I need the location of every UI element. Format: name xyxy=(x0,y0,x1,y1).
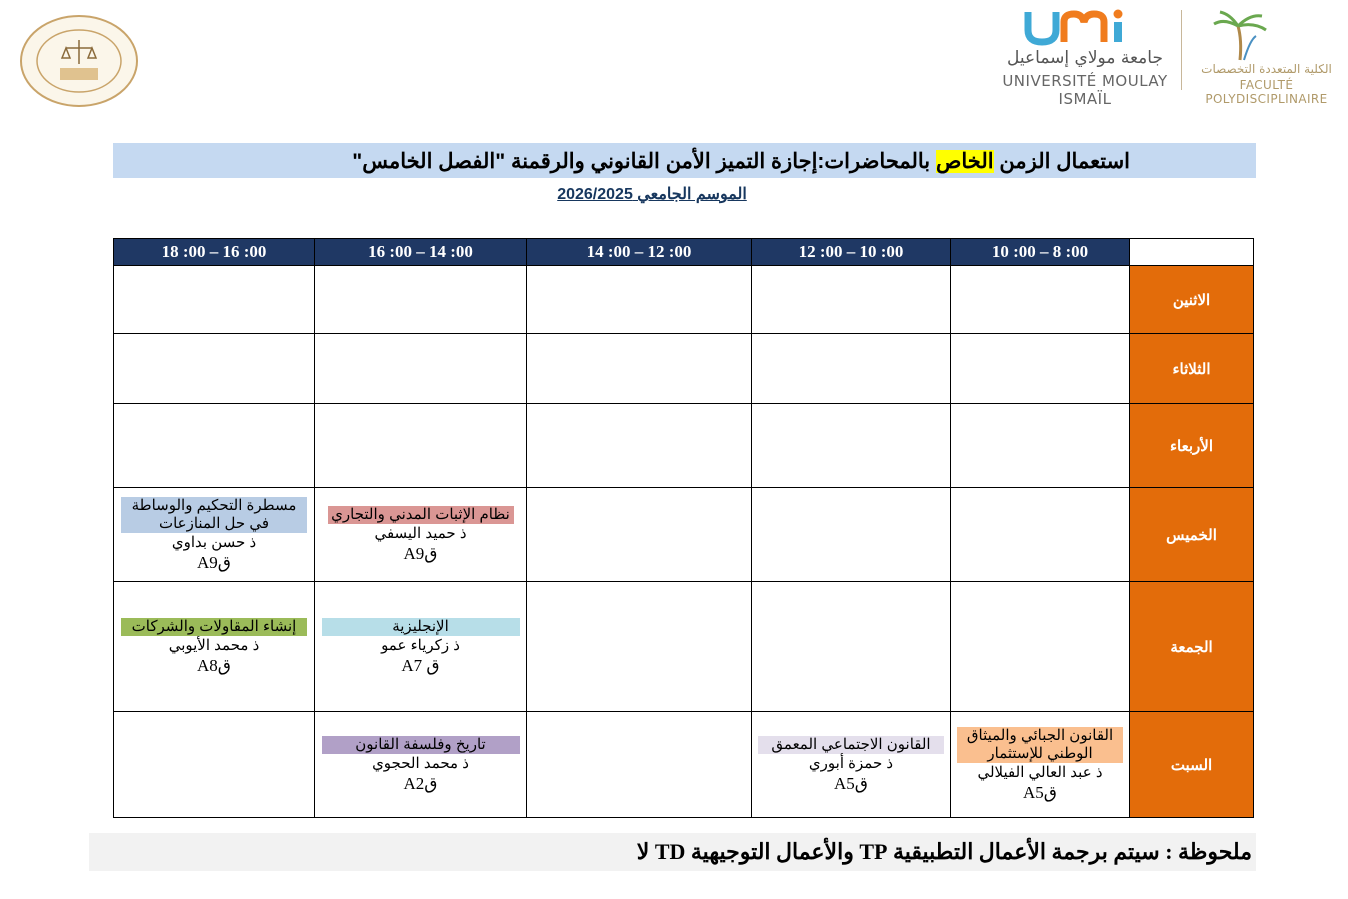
course-room: قA5 xyxy=(1023,782,1057,802)
program-seal-logo xyxy=(18,14,140,108)
cell-mon-14-16 xyxy=(315,266,527,334)
cell-mon-10-12 xyxy=(752,266,951,334)
cell-fri-10-12 xyxy=(752,582,951,712)
course-professor: ذ حمزة أبوري xyxy=(808,754,894,772)
cell-fri-16-18 xyxy=(114,582,315,712)
day-monday: الاثنين xyxy=(1130,266,1254,334)
cell-wed-12-14 xyxy=(527,404,752,488)
slot-header-16-18: 18 :00 – 16 :00 xyxy=(114,239,315,266)
cell-wed-08-10 xyxy=(951,404,1130,488)
course-title: نظام الإثبات المدني والتجاري xyxy=(328,506,514,524)
course-title: الإنجليزية xyxy=(322,618,520,636)
slot-header-08-10: 10 :00 – 8 :00 xyxy=(951,239,1130,266)
course-title: القانون الجبائي والميثاق الوطني للإستثمار xyxy=(957,727,1123,763)
title-band xyxy=(113,143,1256,178)
cell-fri-08-10 xyxy=(951,582,1130,712)
course-professor: ذ زكرياء عمو xyxy=(381,636,460,654)
day-friday: الجمعة xyxy=(1130,582,1254,712)
cell-thu-12-14 xyxy=(527,488,752,582)
cell-thu-10-12 xyxy=(752,488,951,582)
university-name-fr: UNIVERSITÉ MOULAY ISMAÏL xyxy=(1002,72,1168,108)
course-professor: ذ حميد اليسفي xyxy=(374,524,467,542)
course-room: قA5 xyxy=(834,773,868,793)
cell-sat-10-12 xyxy=(752,712,951,818)
course-professor: ذ عبد العالي الفيلالي xyxy=(977,763,1103,781)
cell-sat-14-16 xyxy=(315,712,527,818)
title-part-2: بالمحاضرات:إجازة التميز الأمن القانوني والرقمنة "الفصل الخامس" xyxy=(352,150,936,173)
cell-mon-16-18 xyxy=(114,266,315,334)
cell-tue-08-10 xyxy=(951,334,1130,404)
cell-sat-16-18 xyxy=(114,712,315,818)
day-saturday: السبت xyxy=(1130,712,1254,818)
page-title xyxy=(352,149,1130,174)
course-title: إنشاء المقاولات والشركات xyxy=(121,618,307,636)
title-part-1: استعمال الزمن xyxy=(993,150,1130,173)
course-professor: ذ حسن بداوي xyxy=(171,533,257,551)
course-room: قA9 xyxy=(403,543,438,563)
cell-tue-10-12 xyxy=(752,334,951,404)
faculty-logo xyxy=(1194,8,1344,106)
timetable xyxy=(113,238,1254,818)
faculty-name-fr: FACULTÉ POLYDISCIPLINAIRE xyxy=(1205,78,1328,106)
cell-mon-12-14 xyxy=(527,266,752,334)
university-name-ar: جامعة مولاي إسماعيل xyxy=(1007,48,1163,68)
slot-header-12-14: 14 :00 – 12 :00 xyxy=(527,239,752,266)
cell-wed-14-16 xyxy=(315,404,527,488)
title-highlight: الخاص xyxy=(936,150,994,173)
corner-cell xyxy=(1130,239,1254,266)
course-professor: ذ محمد الحجوي xyxy=(372,754,469,772)
day-tuesday: الثلاثاء xyxy=(1130,334,1254,404)
slot-header-10-12: 12 :00 – 10 :00 xyxy=(752,239,951,266)
course-title: القانون الاجتماعي المعمق xyxy=(758,736,944,754)
cell-tue-16-18 xyxy=(114,334,315,404)
day-thursday: الخميس xyxy=(1130,488,1254,582)
faculty-name-ar: الكلية المتعددة التخصصات xyxy=(1201,62,1332,76)
cell-fri-12-14 xyxy=(527,582,752,712)
umi-wordmark-icon xyxy=(1024,8,1144,46)
cell-wed-10-12 xyxy=(752,404,951,488)
course-room: قA2 xyxy=(403,773,438,793)
course-room: قA9 xyxy=(197,552,231,572)
day-wednesday: الأربعاء xyxy=(1130,404,1254,488)
cell-mon-08-10 xyxy=(951,266,1130,334)
university-logo xyxy=(1000,8,1170,108)
cell-thu-16-18 xyxy=(114,488,315,582)
cell-fri-14-16 xyxy=(315,582,527,712)
academic-season: الموسم الجامعي 2026/2025 xyxy=(557,186,747,203)
cell-sat-08-10 xyxy=(951,712,1130,818)
cell-thu-08-10 xyxy=(951,488,1130,582)
course-professor: ذ محمد الأيوبي xyxy=(168,636,260,654)
cell-thu-14-16 xyxy=(315,488,527,582)
course-room: قA8 xyxy=(197,655,231,675)
course-title: مسطرة التحكيم والوساطة في حل المنازعات xyxy=(121,497,307,533)
cell-tue-14-16 xyxy=(315,334,527,404)
course-title: تاريخ وفلسفة القانون xyxy=(322,736,520,754)
logo-divider xyxy=(1181,10,1182,90)
cell-wed-16-18 xyxy=(114,404,315,488)
cell-tue-12-14 xyxy=(527,334,752,404)
cell-sat-12-14 xyxy=(527,712,752,818)
note-band xyxy=(89,833,1256,871)
palm-tree-icon xyxy=(1210,10,1270,62)
note-text: ملحوظة : سيتم برجمة الأعمال التطبيقية TP والأعمال التوجيهية TD لا xyxy=(636,839,1252,864)
course-room: ق A7 xyxy=(401,655,440,675)
slot-header-14-16: 16 :00 – 14 :00 xyxy=(315,239,527,266)
